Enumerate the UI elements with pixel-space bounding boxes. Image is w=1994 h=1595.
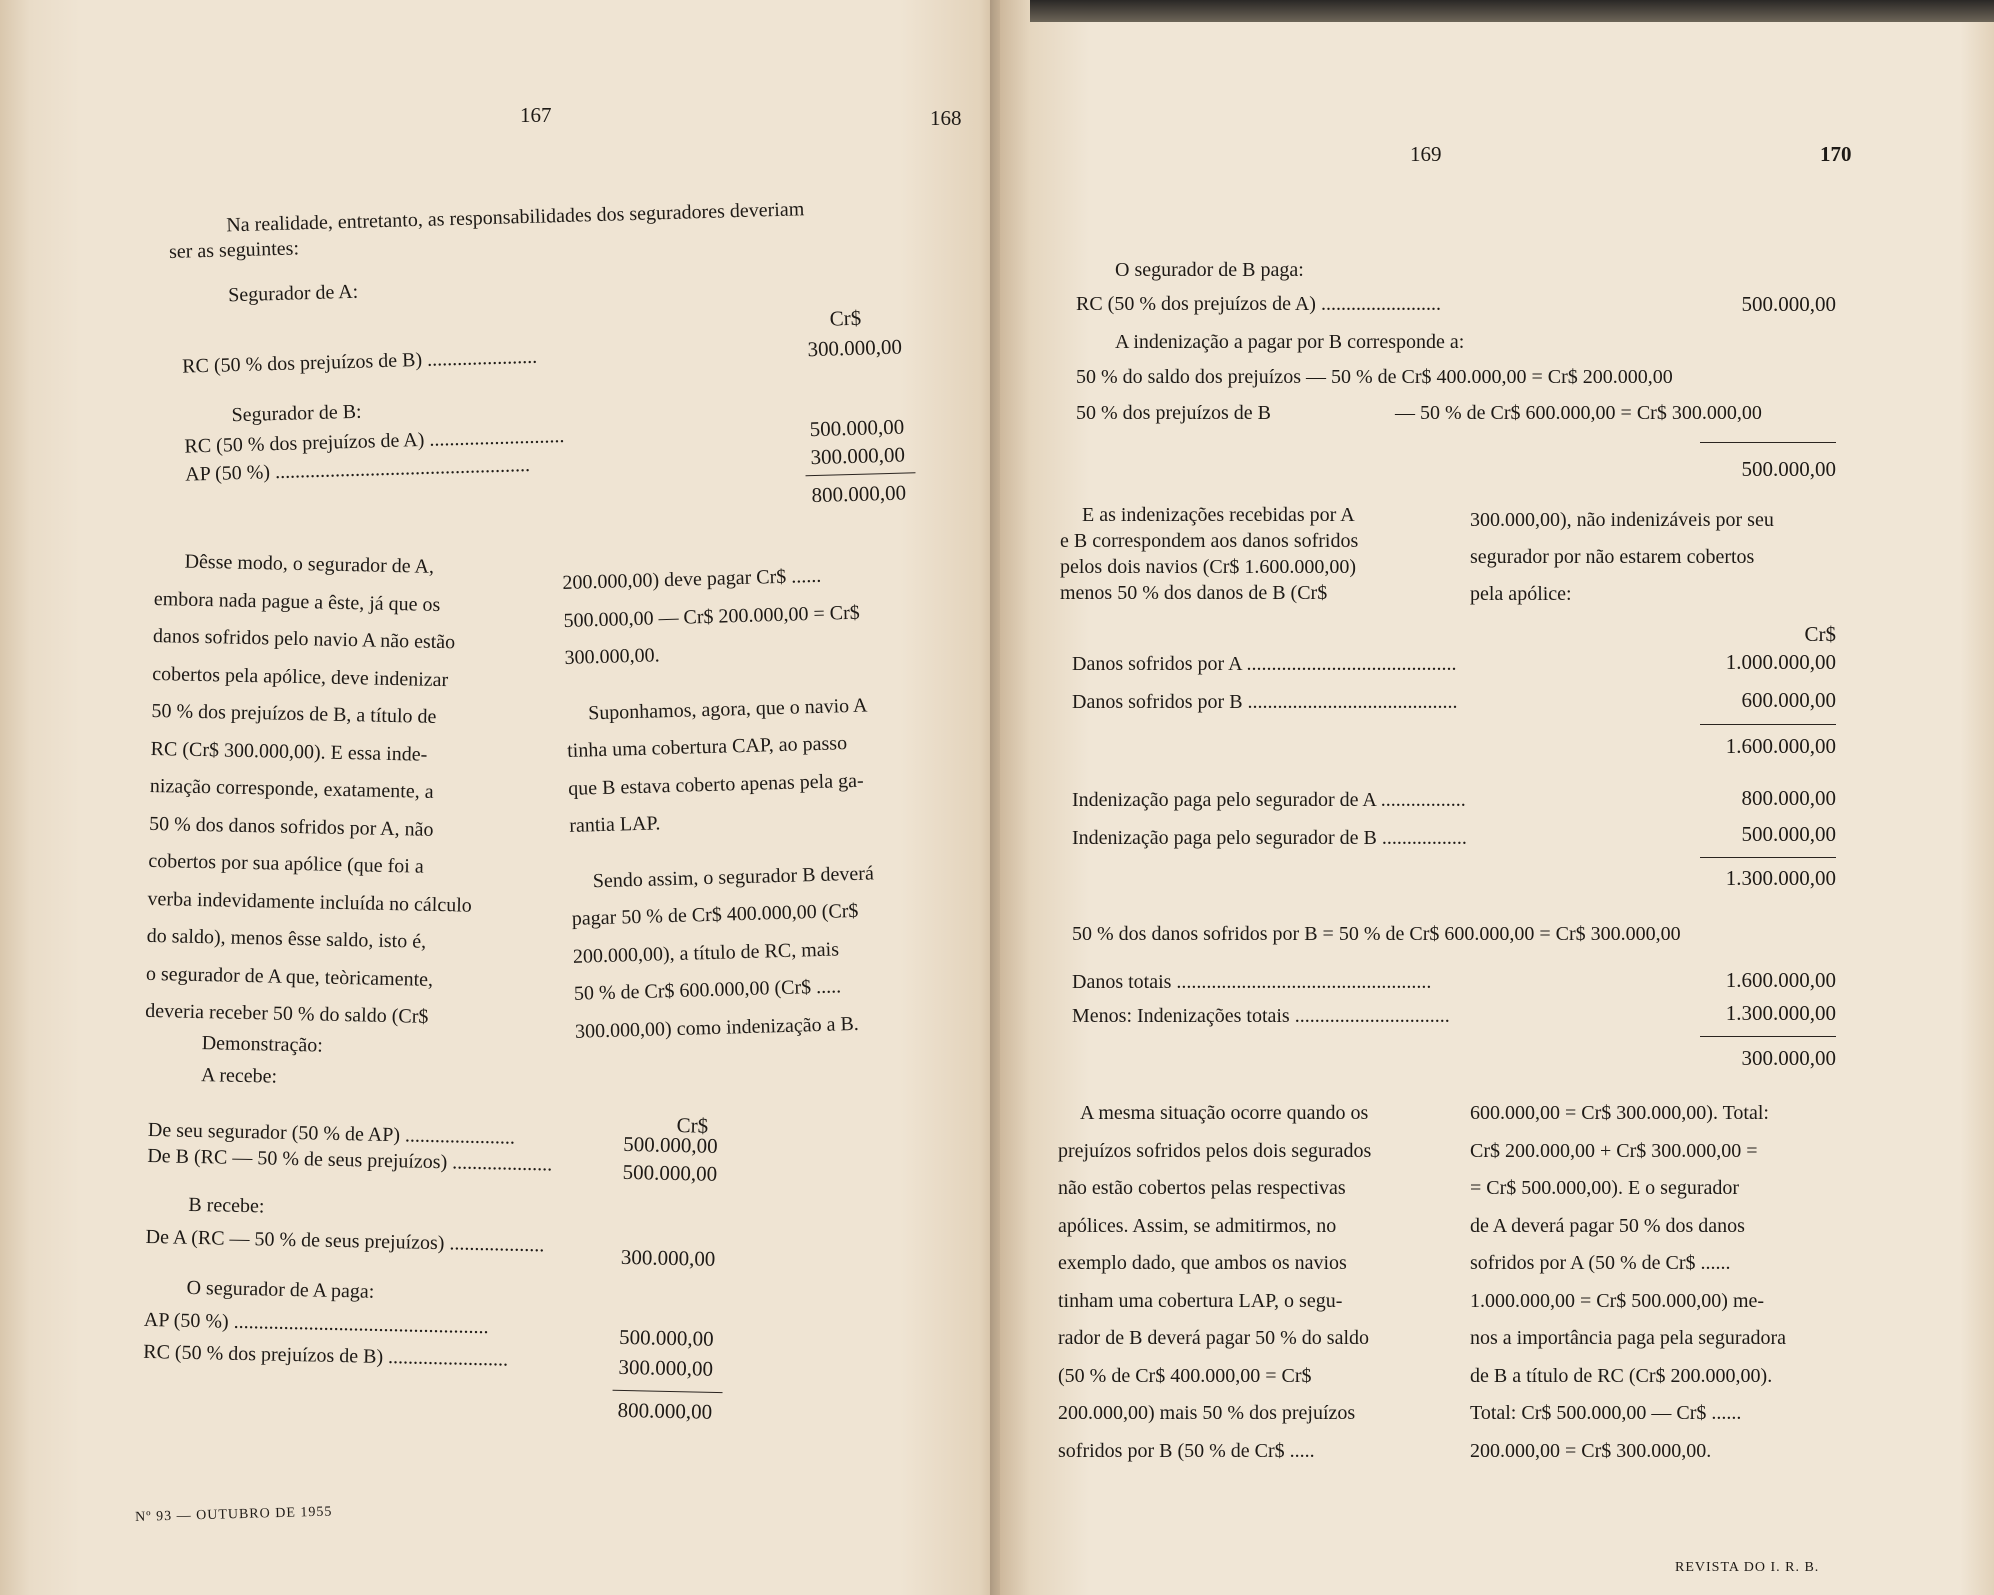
- a-line-2: De B (RC — 50 % de seus prejuízos) ....................: [147, 1144, 553, 1176]
- col2-line: Sendo assim, o segurador B deverá: [592, 861, 875, 892]
- right-page: [1000, 0, 1994, 1595]
- colC-line: sofridos por B (50 % de Cr$ .....: [1058, 1439, 1315, 1462]
- sum-1: 500.000,00: [1741, 457, 1836, 481]
- ap-value-b: 300.000,00: [810, 442, 906, 470]
- colD-line: nos a importância paga pela seguradora: [1470, 1327, 1786, 1349]
- colD-line: de A deverá pagar 50 % dos danos: [1470, 1214, 1745, 1237]
- col2-line: 50 % de Cr$ 600.000,00 (Cr$ .....: [573, 975, 842, 1005]
- ap-line-value: 500.000,00: [618, 1324, 714, 1351]
- colA-line: E as indenizações recebidas por A: [1082, 504, 1355, 526]
- right-column-a: [1060, 502, 1440, 606]
- col1-line: cobertos por sua apólice (que foi a: [148, 849, 424, 878]
- col2-line: 300.000,00) como indenização a B.: [574, 1012, 860, 1043]
- b-recebe: B recebe:: [188, 1193, 265, 1218]
- a-line-1: De seu segurador (50 % de AP) ......................: [147, 1118, 516, 1149]
- col2-line: pagar 50 % de Cr$ 400.000,00 (Cr$: [571, 899, 859, 930]
- col2-line: 200.000,00) deve pagar Cr$ ......: [562, 564, 822, 594]
- demo-total-value: 800.000,00: [617, 1397, 713, 1424]
- cr-header: Cr$: [829, 305, 862, 331]
- colB-line: 300.000,00), não indenizáveis por seu: [1470, 509, 1774, 531]
- colB-line: pela apólice:: [1470, 583, 1572, 605]
- colA-line: pelos dois navios (Cr$ 1.600.000,00): [1060, 556, 1357, 578]
- indenizacao-line-1: 50 % do saldo dos prejuízos — 50 % de Cr$ 400.000,00 = Cr$ 200.000,00: [1076, 366, 1673, 388]
- colC-line: 200.000,00) mais 50 % dos prejuízos: [1058, 1402, 1356, 1424]
- ap-label-b: AP (50 %) ...................................................: [184, 453, 531, 486]
- col1-line: danos sofridos pelo navio A não estão: [152, 624, 456, 654]
- colD-line: Cr$ 200.000,00 + Cr$ 300.000,00 =: [1470, 1139, 1758, 1162]
- col1-line: verba indevidamente incluída no cálculo: [147, 887, 473, 917]
- danos-b: Danos sofridos por B ..........................................: [1072, 691, 1458, 713]
- danos-a: Danos sofridos por A ..........................................: [1072, 653, 1457, 675]
- colC-line: exemplo dado, que ambos os navios: [1058, 1252, 1347, 1274]
- indenizacao-a-value: 800.000,00: [1741, 786, 1836, 810]
- rc-line-right: RC (50 % dos prejuízos de A) ........................: [1076, 293, 1441, 315]
- b-line-1-value: 300.000,00: [620, 1244, 716, 1271]
- indenizacao-a: Indenização paga pelo segurador de A .................: [1072, 789, 1466, 811]
- rc-line: RC (50 % dos prejuízos de B) ........................: [143, 1340, 509, 1371]
- col2-line: 500.000,00 — Cr$ 200.000,00 = Cr$: [563, 601, 861, 632]
- final-total: 300.000,00: [1741, 1046, 1836, 1070]
- danos-b-value: 600.000,00: [1741, 688, 1836, 712]
- segurador-a-title: Segurador de A:: [227, 280, 359, 307]
- col1-line: embora nada pague a êste, já que os: [153, 587, 441, 616]
- col1-line: RC (Cr$ 300.000,00). E essa inde-: [150, 737, 428, 766]
- col2-line: 200.000,00), a título de RC, mais: [572, 937, 840, 968]
- danos-a-value: 1.000.000,00: [1725, 650, 1836, 674]
- rc-value-b: 500.000,00: [809, 414, 905, 442]
- rc-line-value: 300.000,00: [618, 1354, 714, 1381]
- segurador-b-title: Segurador de B:: [231, 400, 362, 427]
- colC-line: apólices. Assim, se admitirmos, no: [1058, 1214, 1337, 1237]
- left-column-1: [145, 543, 535, 1038]
- intro-line-2: ser as seguintes:: [168, 237, 300, 263]
- colC-line: não estão cobertos pelas respectivas: [1058, 1177, 1346, 1199]
- col2-line: 300.000,00.: [564, 644, 660, 669]
- a-line-1-value: 500.000,00: [622, 1131, 718, 1158]
- colD-line: de B a título de RC (Cr$ 200.000,00).: [1470, 1364, 1773, 1387]
- left-column-2: [562, 554, 955, 1050]
- col1-line: 50 % dos prejuízos de B, a título de: [151, 699, 437, 728]
- colC-line: rador de B deverá pagar 50 % do saldo: [1058, 1327, 1369, 1349]
- sum-rule: [806, 472, 916, 476]
- intro-line: Na realidade, entretanto, as responsabilidades dos seguradores deveriam: [226, 198, 805, 237]
- sum-rule-2: [1700, 724, 1836, 725]
- colD-line: sofridos por A (50 % de Cr$ ......: [1470, 1252, 1731, 1274]
- equation-line: 50 % dos danos sofridos por B = 50 % de Cr$ 600.000,00 = Cr$ 300.000,00: [1072, 923, 1681, 945]
- sum-rule-4: [1700, 1036, 1836, 1037]
- b-line-1: De A (RC — 50 % de seus prejuízos) ...................: [145, 1225, 545, 1257]
- segurador-a-paga: O segurador de A paga:: [186, 1276, 375, 1303]
- col1-line: 50 % dos danos sofridos por A, não: [148, 812, 434, 841]
- left-footer: Nº 93 — OUTUBRO DE 1955: [135, 1504, 333, 1525]
- right-column-c: [1058, 1095, 1443, 1470]
- danos-totais-value: 1.600.000,00: [1725, 968, 1836, 992]
- demo-title: Demonstração:: [201, 1032, 324, 1057]
- page-number-167: 167: [520, 103, 552, 127]
- colD-line: 200.000,00 = Cr$ 300.000,00.: [1470, 1439, 1712, 1462]
- indenizacao-line-2b: — 50 % de Cr$ 600.000,00 = Cr$ 300.000,00: [1395, 402, 1762, 424]
- colC-line: prejuízos sofridos pelos dois segurados: [1058, 1139, 1372, 1162]
- colD-line: 1.000.000,00 = Cr$ 500.000,00) me-: [1470, 1289, 1765, 1312]
- page-number-168: 168: [930, 106, 962, 130]
- indenizacao-title: A indenização a pagar por B corresponde a:: [1115, 331, 1465, 353]
- segurador-b-paga: O segurador de B paga:: [1115, 259, 1304, 281]
- sum-rule-3: [1700, 857, 1836, 858]
- indenizacao-line-2a: 50 % dos prejuízos de B: [1076, 402, 1271, 424]
- colC-line: A mesma situação ocorre quando os: [1080, 1102, 1369, 1124]
- top-edge-shadow: [1030, 0, 1994, 22]
- demonstration-block: [141, 1030, 950, 1467]
- cr-header-2: Cr$: [676, 1113, 709, 1138]
- page-number-169: 169: [1410, 142, 1442, 166]
- col1-line: nização corresponde, exatamente, a: [149, 774, 434, 803]
- danos-totais: Danos totais ...................................................: [1072, 971, 1432, 993]
- col2-line: Suponhamos, agora, que o navio A: [587, 694, 868, 724]
- right-column-d: [1470, 1095, 1855, 1470]
- colC-line: (50 % de Cr$ 400.000,00 = Cr$: [1058, 1364, 1312, 1387]
- colB-line: segurador por não estarem cobertos: [1470, 546, 1755, 568]
- indenizacao-b-value: 500.000,00: [1741, 822, 1836, 846]
- total-value-b: 800.000,00: [811, 480, 907, 508]
- rc-value-a: 300.000,00: [807, 334, 903, 362]
- colD-line: Total: Cr$ 500.000,00 — Cr$ ......: [1470, 1402, 1742, 1424]
- col1-line: Dêsse modo, o segurador de A,: [184, 550, 435, 578]
- rc-value-right: 500.000,00: [1741, 292, 1836, 316]
- cr-header-right: Cr$: [1804, 622, 1836, 646]
- rc-label-a: RC (50 % dos prejuízos de B) ......................: [181, 345, 538, 378]
- ap-line: AP (50 %) ...................................................: [143, 1308, 489, 1339]
- right-footer: REVISTA DO I. R. B.: [1675, 1560, 1820, 1575]
- col2-line: tinha uma cobertura CAP, ao passo: [566, 732, 848, 762]
- colC-line: tinham uma cobertura LAP, o segu-: [1058, 1289, 1343, 1312]
- col1-line: deveria receber 50 % do saldo (Cr$: [144, 999, 429, 1028]
- a-line-2-value: 500.000,00: [622, 1159, 718, 1186]
- page-number-170: 170: [1820, 142, 1852, 166]
- rc-label-b: RC (50 % dos prejuízos de A) ...........................: [184, 425, 565, 458]
- colD-line: 600.000,00 = Cr$ 300.000,00). Total:: [1470, 1102, 1769, 1124]
- a-recebe: A recebe:: [200, 1064, 278, 1088]
- col2-line: rantia LAP.: [568, 812, 661, 837]
- right-column-b: [1470, 502, 1850, 613]
- responsibilities-block: [168, 193, 977, 535]
- menos-indenizacoes-value: 1.300.000,00: [1725, 1001, 1836, 1025]
- sum-rule-1: [1700, 442, 1836, 443]
- col1-line: do saldo), menos êsse saldo, isto é,: [146, 924, 427, 953]
- col2-line: que B estava coberto apenas pela ga-: [567, 769, 864, 800]
- colD-line: = Cr$ 500.000,00). E o segurador: [1470, 1177, 1740, 1199]
- demo-sum-rule: [613, 1390, 723, 1393]
- col1-line: o segurador de A que, teòricamente,: [145, 962, 434, 991]
- indenizacao-b: Indenização paga pelo segurador de B .................: [1072, 827, 1467, 849]
- colA-line: e B correspondem aos danos sofridos: [1060, 530, 1359, 552]
- menos-indenizacoes: Menos: Indenizações totais ...............................: [1072, 1005, 1450, 1027]
- col1-line: cobertos pela apólice, deve indenizar: [152, 662, 449, 691]
- colA-line: menos 50 % dos danos de B (Cr$: [1060, 582, 1328, 604]
- danos-sum: 1.600.000,00: [1725, 734, 1836, 758]
- indenizacao-sum: 1.300.000,00: [1725, 866, 1836, 890]
